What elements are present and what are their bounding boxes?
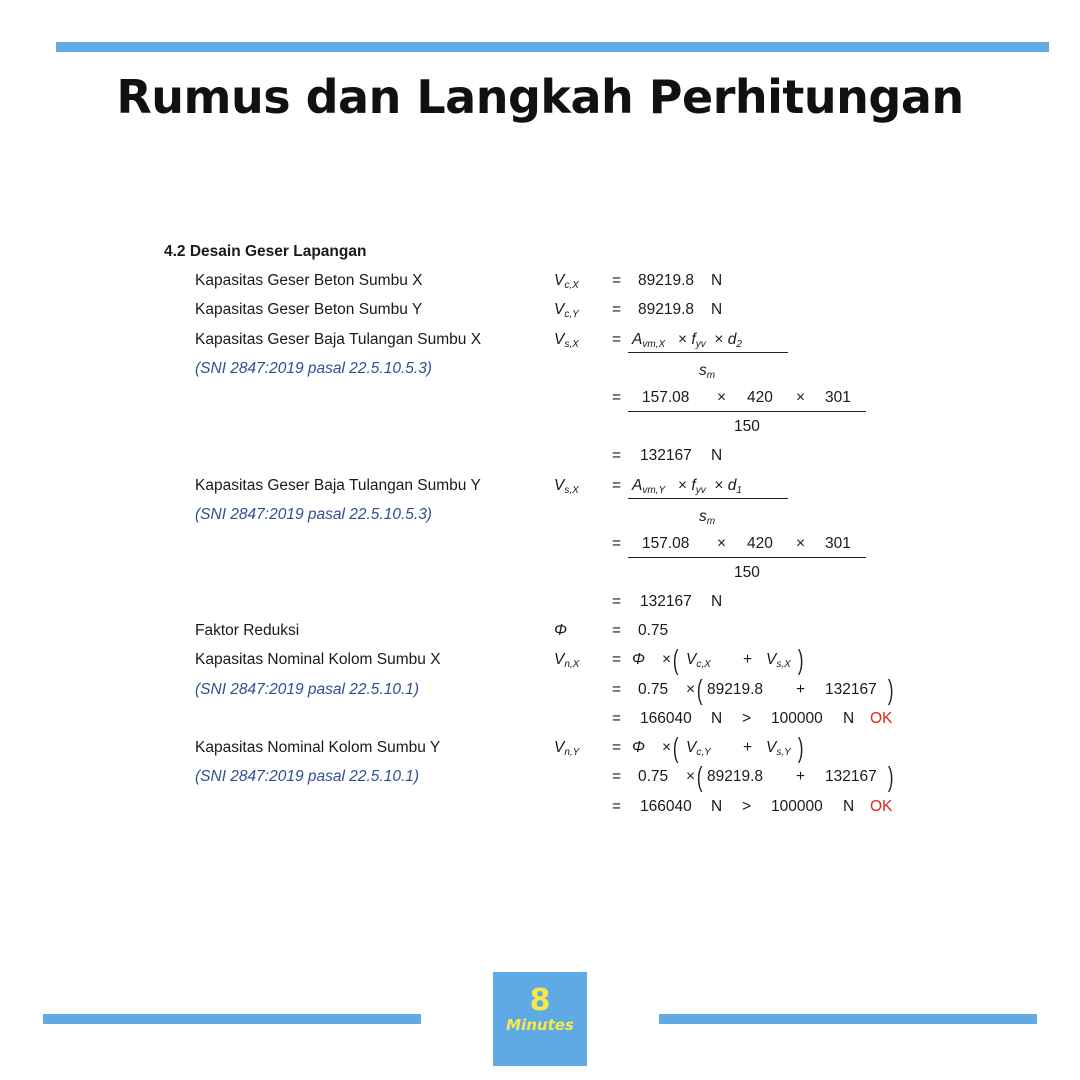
vnx-formula-times: × [662,651,672,668]
vnx-limit: 100000 [771,710,823,727]
vsx-subst-n2: 420 [747,389,773,406]
vsx-label: Kapasitas Geser Baja Tulangan Sumbu X [195,331,482,348]
vsy-formula-numerator: $A_{vm,Y}$ × $f_{yv} \times d_1$ [632,477,742,496]
vny-limit: 100000 [771,798,823,815]
vnx-subst-vs: 132167 [825,681,877,698]
vsy-symbol: $V_{s,X}$ [554,477,579,496]
vnx-formula-plus: + [743,651,753,668]
vnx-limit-unit: N [843,710,855,727]
vnx-subst-times: × [686,681,696,698]
vny-formula-phi: Φ [632,739,645,756]
vsy-reference: (SNI 2847:2019 pasal 22.5.10.5.3) [195,506,432,523]
vsy-eq-subst: = [612,535,622,552]
vsx-formula-fraction-bar [628,352,788,353]
vny-formula-plus: + [743,739,753,756]
top-divider-bar [56,42,1049,52]
vnx-status-ok: OK [870,710,893,727]
vsy-subst-den: 150 [734,564,760,581]
vcy-eq: = [612,301,622,318]
vnx-result-unit: N [711,710,723,727]
vsy-subst-n2: 420 [747,535,773,552]
vnx-eq-subst: = [612,681,622,698]
phi-eq: = [612,622,622,639]
vny-limit-unit: N [843,798,855,815]
vny-reference: (SNI 2847:2019 pasal 22.5.10.1) [195,768,420,785]
section-heading: 4.2 Desain Geser Lapangan [164,243,367,260]
vsy-formula-denominator: $s_m$ [699,508,716,527]
vny-result: 166040 [640,798,692,815]
vny-compare: > [742,798,752,815]
vny-subst-open-paren: ( [696,761,703,792]
vcy-symbol: $V_{c,Y}$ [554,301,579,320]
vsx-eq-formula: = [612,331,622,348]
vsy-subst-n3: 301 [825,535,851,552]
vny-formula-close-paren: ) [797,732,804,763]
vnx-subst-vc: 89219.8 [707,681,764,698]
vnx-subst-phi: 0.75 [638,681,669,698]
vnx-eq-formula: = [612,651,622,668]
vny-formula-open-paren: ( [672,732,679,763]
vnx-subst-open-paren: ( [696,674,703,705]
vnx-formula-vc: $V_{c,X}$ [686,651,711,670]
vsx-reference: (SNI 2847:2019 pasal 22.5.10.5.3) [195,360,432,377]
vcx-label: Kapasitas Geser Beton Sumbu X [195,272,423,289]
bottom-left-divider-bar [43,1014,421,1024]
vnx-reference: (SNI 2847:2019 pasal 22.5.10.1) [195,681,420,698]
vsx-subst-n3: 301 [825,389,851,406]
vnx-formula-close-paren: ) [797,644,804,675]
vcx-unit: N [711,272,723,289]
vny-formula-vc: $V_{c,Y}$ [686,739,711,758]
vnx-subst-plus: + [796,681,806,698]
vny-eq-result: = [612,798,622,815]
vsx-subst-times1: × [717,389,727,406]
vsx-symbol: $V_{s,X}$ [554,331,579,350]
vsx-result: 132167 [640,447,692,464]
vnx-symbol: $V_{n,X}$ [554,651,580,670]
vsy-subst-times2: × [796,535,806,552]
vny-subst-times: × [686,768,696,785]
phi-value: 0.75 [638,622,669,639]
vsx-eq-subst: = [612,389,622,406]
vny-symbol: $V_{n,Y}$ [554,739,580,758]
vnx-eq-result: = [612,710,622,727]
vsx-result-unit: N [711,447,723,464]
vnx-label: Kapasitas Nominal Kolom Sumbu X [195,651,441,668]
vny-subst-close-paren: ) [887,761,894,792]
vnx-compare: > [742,710,752,727]
vny-eq-formula: = [612,739,622,756]
vcx-symbol: $V_{c,X}$ [554,272,579,291]
vsy-subst-n1: 157.08 [642,535,690,552]
vsx-eq-result: = [612,447,622,464]
vnx-formula-vs: $V_{s,X}$ [766,651,791,670]
vsx-subst-times2: × [796,389,806,406]
vny-subst-phi: 0.75 [638,768,669,785]
vcx-value: 89219.8 [638,272,695,289]
vsy-subst-times1: × [717,535,727,552]
vny-subst-vc: 89219.8 [707,768,764,785]
vnx-formula-phi: Φ [632,651,645,668]
vsy-result-unit: N [711,593,723,610]
logo-number: 8 [529,983,551,1018]
vny-subst-vs: 132167 [825,768,877,785]
vsy-label: Kapasitas Geser Baja Tulangan Sumbu Y [195,477,481,494]
vsx-formula-denominator: $s_m$ [699,362,716,381]
vsy-formula-fraction-bar [628,498,788,499]
vcy-value: 89219.8 [638,301,695,318]
vsx-subst-n1: 157.08 [642,389,690,406]
vcy-label: Kapasitas Geser Beton Sumbu Y [195,301,423,318]
eight-minutes-logo [493,972,587,1066]
page-title: Rumus dan Langkah Perhitungan [116,70,964,124]
vsx-subst-fraction-bar [628,411,866,412]
phi-label: Faktor Reduksi [195,622,300,639]
vny-formula-vs: $V_{s,Y}$ [766,739,791,758]
vsy-eq-result: = [612,593,622,610]
bottom-right-divider-bar [659,1014,1037,1024]
vnx-formula-open-paren: ( [672,644,679,675]
vcx-eq: = [612,272,622,289]
vny-subst-plus: + [796,768,806,785]
logo-word: Minutes [506,1016,574,1034]
phi-symbol: Φ [554,622,567,639]
vcy-unit: N [711,301,723,318]
vsy-subst-fraction-bar [628,557,866,558]
vsy-result: 132167 [640,593,692,610]
vsx-subst-den: 150 [734,418,760,435]
vny-label: Kapasitas Nominal Kolom Sumbu Y [195,739,441,756]
vny-formula-times: × [662,739,672,756]
vsx-formula-numerator: $A_{vm,X}$ × $f_{yv} \times d_2$ [632,331,742,350]
vsy-eq-formula: = [612,477,622,494]
vnx-result: 166040 [640,710,692,727]
vny-eq-subst: = [612,768,622,785]
vny-result-unit: N [711,798,723,815]
vny-status-ok: OK [870,798,893,815]
vnx-subst-close-paren: ) [887,674,894,705]
